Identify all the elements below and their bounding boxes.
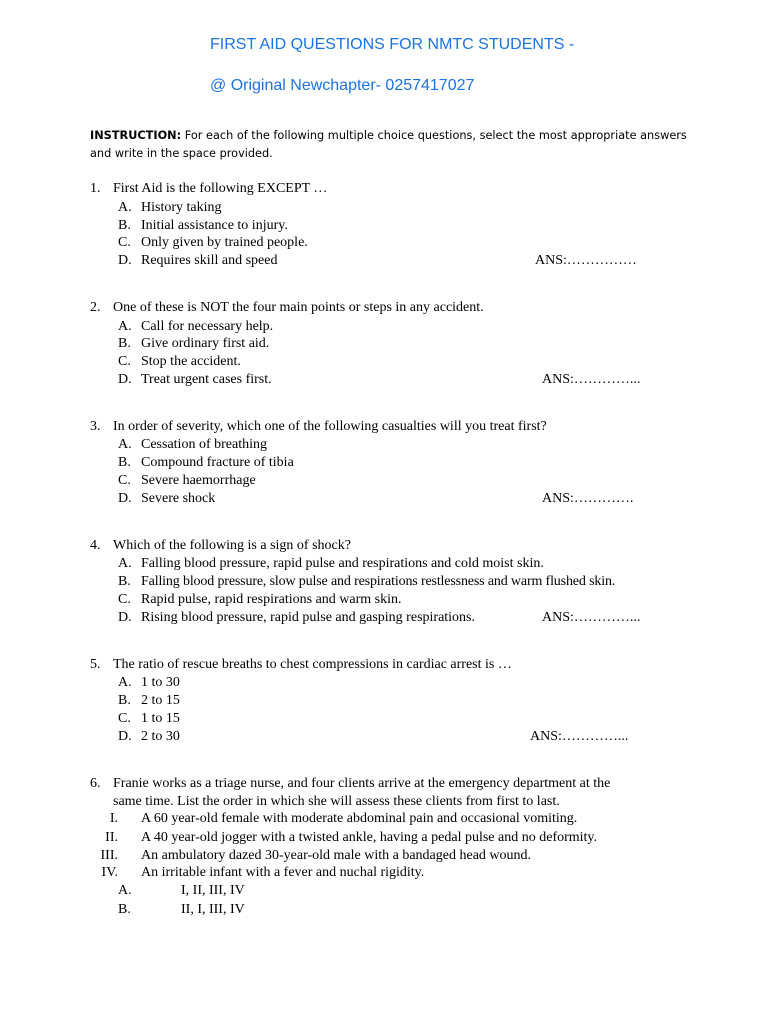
option-text: 2 to 15 [141,693,180,708]
item-numeral: III. [100,848,118,863]
item-numeral: I. [109,811,118,826]
question-stem-continued: same time. List the order in which she will assess these clients from first to last. [113,794,560,809]
option-text: Initial assistance to injury. [141,218,288,233]
question-stem: In order of severity, which one of the following casualties will you treat first? [113,419,547,434]
question-number: 6. [90,776,101,791]
option-letter: D. [118,253,132,268]
answer-blank: ANS:…………… [535,253,637,268]
item-text: An irritable infant with a fever and nuchal rigidity. [141,865,425,880]
option-text: II, I, III, IV [181,902,245,917]
item-text: A 60 year-old female with moderate abdominal pain and occasional vomiting. [141,811,578,826]
question-stem: Franie works as a triage nurse, and four clients arrive at the emergency department at the [113,776,611,791]
question-number: 5. [90,657,101,672]
option-text: Compound fracture of tibia [141,455,294,470]
option-text: Rising blood pressure, rapid pulse and gasping respirations. [141,610,476,625]
option-letter: A. [118,883,132,898]
document-subtitle: @ Original Newchapter- 0257417027 [210,77,475,94]
option-text: Severe haemorrhage [141,473,256,488]
option-letter: A. [118,437,132,452]
question-stem: First Aid is the following EXCEPT … [113,181,328,196]
question-number: 4. [90,538,101,553]
option-text: Only given by trained people. [141,235,308,250]
option-letter: B. [118,336,131,351]
option-text: 1 to 30 [141,675,180,690]
item-text: An ambulatory dazed 30-year-old male with a bandaged head wound. [141,848,532,863]
option-text: Treat urgent cases first. [141,372,272,387]
option-letter: B. [118,902,131,917]
option-letter: B. [118,693,131,708]
option-letter: D. [118,372,132,387]
option-letter: B. [118,455,131,470]
option-text: 1 to 15 [141,711,180,726]
option-letter: C. [118,354,131,369]
option-text: Give ordinary first aid. [141,336,270,351]
option-letter: D. [118,610,132,625]
question-stem: One of these is NOT the four main points or steps in any accident. [113,300,484,315]
option-letter: A. [118,675,132,690]
option-text: Call for necessary help. [141,319,274,334]
option-letter: B. [118,574,131,589]
option-text: 2 to 30 [141,729,180,744]
question-stem: Which of the following is a sign of shock? [113,538,351,553]
option-letter: A. [118,200,132,215]
option-text: Stop the accident. [141,354,241,369]
option-letter: C. [118,592,131,607]
item-numeral: II. [105,830,118,845]
option-text: Rapid pulse, rapid respirations and warm skin. [141,592,402,607]
item-text: A 40 year-old jogger with a twisted ankle, having a pedal pulse and no deformity. [141,830,598,845]
item-numeral: IV. [101,865,118,880]
instruction-text: For each of the following multiple choice questions, select the most appropriate answers and write in the space provided. [90,129,687,160]
question-number: 1. [90,181,101,196]
option-text: History taking [141,200,222,215]
option-text: Falling blood pressure, slow pulse and respirations restlessness and warm flushed skin. [141,574,616,589]
answer-blank: ANS:…………. [542,491,634,506]
question-stem: The ratio of rescue breaths to chest compressions in cardiac arrest is … [113,657,512,672]
question-number: 3. [90,419,101,434]
option-text: Requires skill and speed [141,253,278,268]
option-text: Falling blood pressure, rapid pulse and respirations and cold moist skin. [141,556,544,571]
option-letter: B. [118,218,131,233]
option-letter: A. [118,556,132,571]
option-text: Severe shock [141,491,216,506]
option-letter: C. [118,711,131,726]
answer-blank: ANS:…………... [530,729,629,744]
option-letter: C. [118,473,131,488]
option-letter: A. [118,319,132,334]
question-number: 2. [90,300,101,315]
answer-blank: ANS:…………... [542,610,641,625]
option-text: Cessation of breathing [141,437,267,452]
instruction-label: INSTRUCTION: [90,129,182,142]
option-letter: D. [118,729,132,744]
option-letter: C. [118,235,131,250]
option-letter: D. [118,491,132,506]
answer-blank: ANS:…………... [542,372,641,387]
instruction-block [90,127,690,163]
option-text: I, II, III, IV [181,883,245,898]
document-title: FIRST AID QUESTIONS FOR NMTC STUDENTS - [210,36,575,53]
